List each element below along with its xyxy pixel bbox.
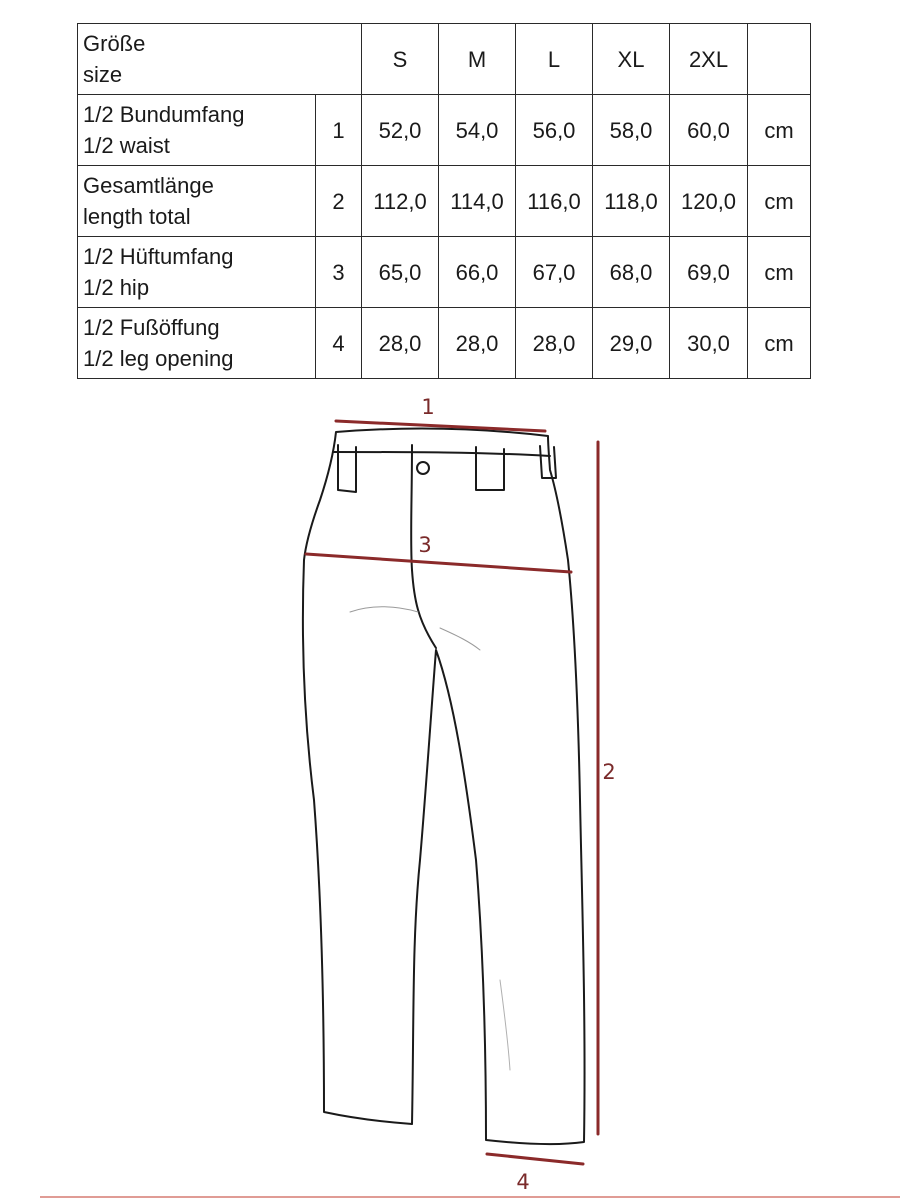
row-label-de: Gesamtlänge [83, 173, 214, 198]
row-label-de: 1/2 Fußöffung [83, 315, 220, 340]
pants-outline [303, 429, 585, 1145]
size-label-en: size [83, 62, 123, 87]
value-cell: 30,0 [670, 308, 748, 379]
fly-line [411, 445, 412, 570]
value-cell: 67,0 [516, 237, 593, 308]
value-cell: 29,0 [593, 308, 670, 379]
value-cell: 118,0 [593, 166, 670, 237]
measure-label-leg: 4 [516, 1170, 530, 1194]
value-cell: 112,0 [362, 166, 439, 237]
row-number: 3 [316, 237, 362, 308]
value-cell: 52,0 [362, 95, 439, 166]
row-label-en: 1/2 waist [83, 133, 170, 158]
row-label-de: 1/2 Hüftumfang [83, 244, 234, 269]
value-cell: 65,0 [362, 237, 439, 308]
row-label-en: length total [83, 204, 191, 229]
measure-line-hip [306, 554, 571, 572]
value-cell: 56,0 [516, 95, 593, 166]
size-s: S [362, 24, 439, 95]
unit-cell: cm [748, 166, 811, 237]
unit-cell: cm [748, 308, 811, 379]
measurement-lines [306, 421, 598, 1164]
measure-label-waist: 1 [421, 395, 435, 419]
row-number: 2 [316, 166, 362, 237]
row-label-de: 1/2 Bundumfang [83, 102, 245, 127]
size-l: L [516, 24, 593, 95]
value-cell: 28,0 [516, 308, 593, 379]
value-cell: 114,0 [439, 166, 516, 237]
row-label-en: 1/2 leg opening [83, 346, 234, 371]
value-cell: 58,0 [593, 95, 670, 166]
value-cell: 54,0 [439, 95, 516, 166]
row-number: 1 [316, 95, 362, 166]
row-number: 4 [316, 308, 362, 379]
waistband-line [333, 452, 550, 456]
value-cell: 120,0 [670, 166, 748, 237]
fold-line [500, 980, 510, 1070]
button-icon [417, 462, 429, 474]
value-cell: 28,0 [362, 308, 439, 379]
unit-cell: cm [748, 237, 811, 308]
size-xl: XL [593, 24, 670, 95]
value-cell: 69,0 [670, 237, 748, 308]
value-cell: 66,0 [439, 237, 516, 308]
value-cell: 116,0 [516, 166, 593, 237]
measure-label-hip: 3 [418, 533, 432, 557]
value-cell: 68,0 [593, 237, 670, 308]
size-label-de: Größe [83, 31, 146, 56]
value-cell: 28,0 [439, 308, 516, 379]
fold-line [440, 628, 480, 650]
pants-silhouette [303, 429, 585, 1145]
value-cell: 60,0 [670, 95, 748, 166]
fold-line [350, 607, 418, 612]
size-m: M [439, 24, 516, 95]
measure-label-length: 2 [602, 760, 616, 784]
unit-cell: cm [748, 95, 811, 166]
measure-line-leg [487, 1154, 583, 1164]
size-2xl: 2XL [670, 24, 748, 95]
row-label-en: 1/2 hip [83, 275, 150, 300]
inseam-line [412, 570, 436, 648]
